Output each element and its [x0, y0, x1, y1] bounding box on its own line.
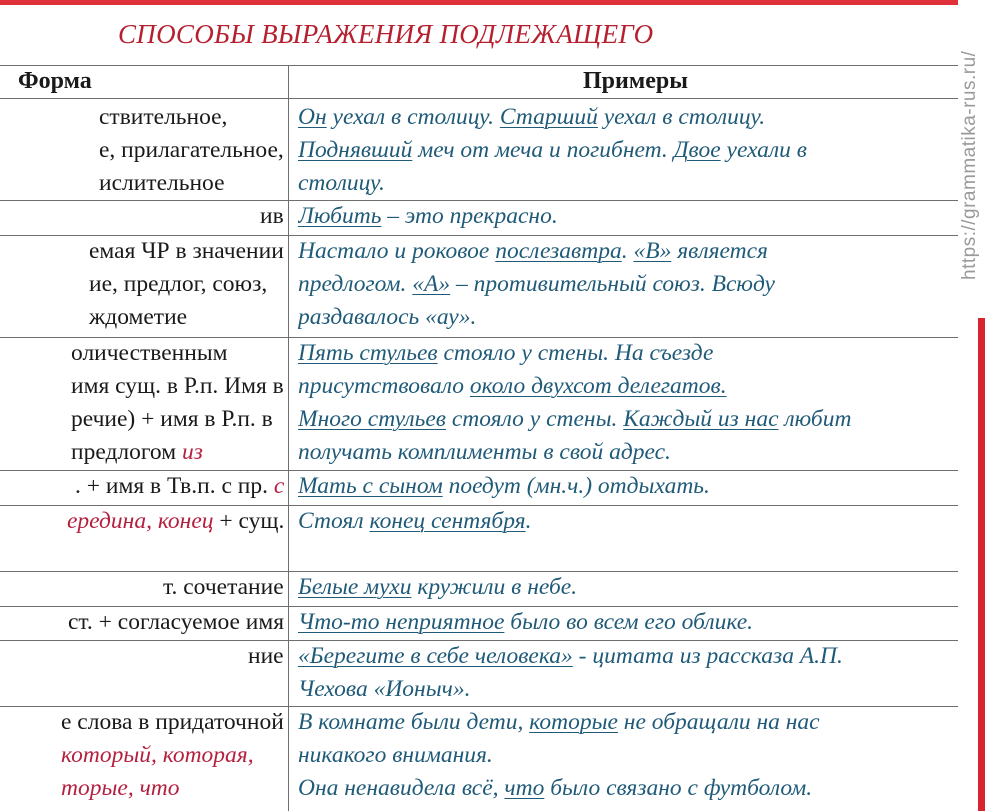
subject-underlined: Много стульев [298, 406, 446, 432]
example-text: уехал в столицу. [326, 104, 500, 130]
form-line [89, 268, 284, 301]
example-line [298, 403, 983, 436]
subject-underlined: послезавтра [495, 238, 622, 264]
example-line [298, 200, 983, 233]
form-keyword: с [273, 473, 285, 499]
example-line [298, 370, 983, 403]
form-cell [0, 337, 286, 470]
example-line [298, 436, 983, 469]
example-text: Настало и роковое [298, 238, 496, 264]
form-line [163, 571, 284, 604]
form-line [89, 301, 284, 334]
example-text: - цитата из рассказа А.П. [572, 643, 843, 669]
form-text: ислительное [99, 170, 225, 196]
column-divider [288, 65, 289, 811]
example-text: . [621, 238, 634, 264]
example-text: является [671, 238, 768, 264]
example-line [298, 640, 983, 673]
form-line [248, 640, 284, 673]
example-line [298, 134, 983, 167]
examples-cell [298, 505, 983, 571]
subject-underlined: Любить [298, 203, 382, 229]
subject-underlined: которые [529, 709, 618, 735]
subject-underlined: Он [298, 104, 327, 130]
column-header-form: Форма [18, 68, 92, 94]
examples-cell [298, 235, 983, 337]
example-text: меч от меча и погибнет. [412, 137, 674, 163]
example-text: . [525, 508, 532, 534]
example-line [298, 235, 983, 268]
form-line [71, 436, 284, 469]
example-text: уехали в [720, 137, 808, 163]
example-line [298, 301, 983, 334]
form-text: оличественным [71, 340, 228, 366]
subject-underlined: «В» [633, 238, 672, 264]
form-line [67, 505, 284, 538]
subject-underlined: Белые мухи [298, 574, 412, 600]
subject-underlined: «А» [412, 271, 451, 297]
example-text: любит [778, 406, 852, 432]
example-text: стояло у стены. На съезде [437, 340, 714, 366]
example-line [298, 268, 983, 301]
example-line [298, 706, 983, 739]
example-line [298, 739, 983, 772]
example-text: присутствовало [298, 373, 470, 399]
row-divider [0, 98, 958, 99]
form-text: е слова в придаточной [61, 709, 284, 735]
example-line [298, 505, 983, 538]
example-line [298, 606, 983, 639]
subject-underlined: Мать с сыном [298, 473, 443, 499]
form-text: предлогом [71, 439, 182, 465]
example-text: Стоял [298, 508, 370, 534]
subject-underlined: Двое [673, 137, 721, 163]
example-text: поедут (мн.ч.) отдыхать. [442, 473, 710, 499]
form-line [68, 606, 284, 639]
example-line [298, 571, 983, 604]
form-text: е, прилагательное, [99, 137, 284, 163]
form-cell [0, 101, 286, 200]
form-cell [0, 606, 286, 640]
form-text: речие) + имя в Р.п. в [71, 406, 273, 432]
form-text: . + имя в Тв.п. с пр. [75, 473, 274, 499]
form-text: ив [260, 203, 284, 229]
example-text: получать комплименты в свой адрес. [298, 439, 671, 465]
form-line [89, 235, 284, 268]
subject-underlined: «Берегите в себе человека» [298, 643, 573, 669]
form-line [71, 337, 284, 370]
example-line [298, 673, 983, 706]
form-line [99, 134, 284, 167]
form-text: ие, предлог, союз, [89, 271, 268, 297]
example-text: – противительный союз. Всюду [450, 271, 775, 297]
form-line [71, 370, 284, 403]
example-text: Чехова «Ионыч». [298, 676, 471, 702]
form-keyword: который, которая, [61, 742, 254, 768]
example-text: стояло у стены. [445, 406, 624, 432]
page-title: СПОСОБЫ ВЫРАЖЕНИЯ ПОДЛЕЖАЩЕГО [118, 19, 654, 49]
form-text: + сущ. [213, 508, 285, 534]
form-line [99, 101, 284, 134]
form-text: ст. + согласуемое имя [68, 609, 285, 635]
form-text: ние [248, 643, 284, 669]
watermark-text: https://grammatika-rus.ru/ [959, 50, 980, 280]
form-text: ствительное, [99, 104, 228, 130]
example-line [298, 337, 983, 370]
subject-underlined: конец сентября [369, 508, 526, 534]
form-cell [0, 571, 286, 606]
form-cell [0, 235, 286, 337]
form-cell [0, 505, 286, 571]
example-text: было связано с футболом. [544, 775, 813, 801]
form-line [71, 403, 284, 436]
example-line [298, 470, 983, 503]
examples-cell [298, 640, 983, 706]
form-cell [0, 706, 286, 811]
example-text: кружили в небе. [411, 574, 578, 600]
example-text: было во всем его облике. [504, 609, 754, 635]
example-text: В комнате были дети, [298, 709, 530, 735]
subject-underlined: Поднявший [298, 137, 413, 163]
example-line [298, 101, 983, 134]
form-line [260, 200, 284, 233]
row-divider [0, 65, 958, 66]
examples-cell [298, 571, 983, 606]
examples-cell [298, 101, 983, 200]
examples-cell [298, 337, 983, 470]
example-text: столицу. [298, 170, 385, 196]
form-text: емая ЧР в значении [89, 238, 284, 264]
form-cell [0, 200, 286, 235]
form-line [75, 470, 284, 503]
form-text: ждометие [89, 304, 188, 330]
examples-cell [298, 200, 983, 235]
form-text: т. сочетание [163, 574, 284, 600]
subject-underlined: что [504, 775, 545, 801]
form-line [61, 706, 284, 739]
example-text: никакого внимания. [298, 742, 493, 768]
form-text: имя сущ. в Р.п. Имя в [71, 373, 284, 399]
subject-underlined: Старший [499, 104, 598, 130]
subject-underlined: Пять стульев [298, 340, 438, 366]
form-line [99, 167, 284, 200]
examples-cell [298, 470, 983, 505]
example-text: не обращали на нас [617, 709, 820, 735]
form-cell [0, 640, 286, 706]
example-line [298, 167, 983, 200]
form-keyword: торые, что [61, 775, 180, 801]
form-cell [0, 470, 286, 505]
subject-underlined: Что-то неприятное [298, 609, 505, 635]
form-keyword: ередина, конец [67, 508, 214, 534]
subject-underlined: около двухсот делегатов. [469, 373, 727, 399]
example-text: раздавалось «ау». [298, 304, 477, 330]
example-text: Она ненавидела всё, [298, 775, 505, 801]
subject-underlined: Каждый из нас [623, 406, 779, 432]
example-line [298, 772, 983, 805]
examples-cell [298, 706, 983, 811]
example-text: предлогом. [298, 271, 413, 297]
form-keyword: из [181, 439, 203, 465]
column-header-examples: Примеры [583, 68, 688, 94]
example-text: уехал в столицу. [597, 104, 766, 130]
example-text: – это прекрасно. [381, 203, 558, 229]
examples-cell [298, 606, 983, 640]
